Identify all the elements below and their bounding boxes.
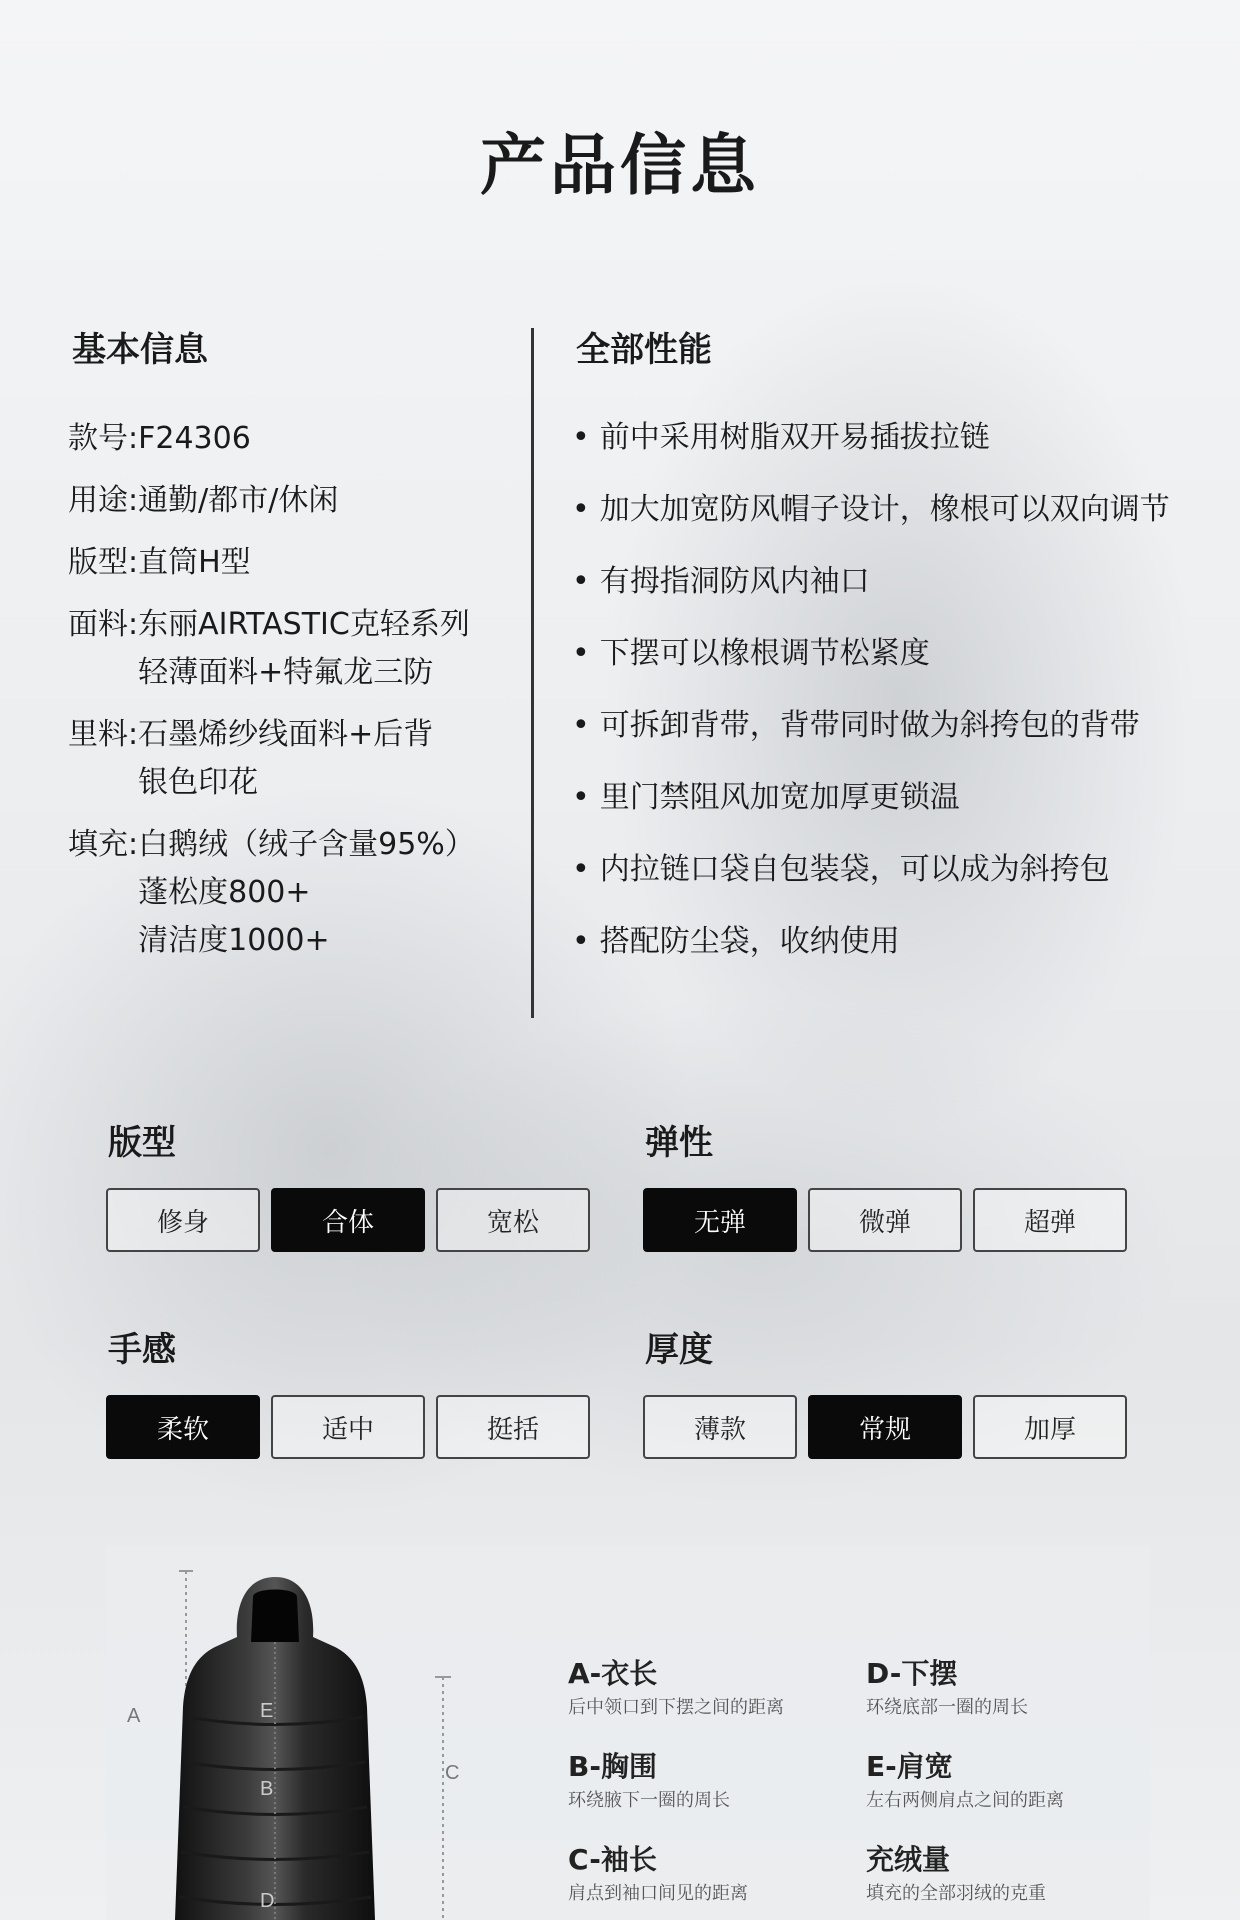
elasticity-option[interactable]: 微弹 (808, 1188, 962, 1252)
fit-option[interactable]: 宽松 (436, 1188, 590, 1252)
performance-item: • 有拇指洞防风内袖口 (572, 558, 1170, 630)
feel-option[interactable]: 挺括 (436, 1395, 590, 1459)
measure-name: A-衣长 (568, 1657, 658, 1690)
basic-row-filling (68, 821, 475, 965)
measure-desc: 环绕底部一圈的周长 (866, 1697, 1028, 1718)
elasticity-option[interactable]: 无弹 (643, 1188, 797, 1252)
basic-value: 白鹅绒（绒子含量95%） (138, 827, 475, 862)
performance-item: • 可拆卸背带，背带同时做为斜挎包的背带 (572, 702, 1170, 774)
basic-key: 版型: (68, 545, 139, 580)
measure-desc: 填充的全部羽绒的克重 (866, 1883, 1046, 1904)
diagram-letter-b: B (260, 1778, 274, 1800)
measure-name: E-肩宽 (866, 1750, 953, 1783)
basic-key: 填充: (68, 827, 139, 862)
thickness-option[interactable]: 常规 (808, 1395, 962, 1459)
basic-value: 轻薄面料+特氟龙三防 (138, 655, 434, 690)
basic-key: 用途: (68, 483, 139, 518)
performance-item: • 下摆可以橡根调节松紧度 (572, 630, 1170, 702)
basic-value: 银色印花 (138, 765, 259, 800)
basic-info-list (68, 415, 475, 979)
performance-item: • 里门禁阻风加宽加厚更锁温 (572, 774, 1170, 846)
fit-option[interactable]: 修身 (106, 1188, 260, 1252)
measure-desc: 肩点到袖口间见的距离 (568, 1883, 748, 1904)
feel-label: 手感 (108, 1330, 176, 1370)
basic-key: 款号: (68, 421, 139, 456)
basic-key: 面料: (68, 607, 139, 642)
basic-value: 东丽AIRTASTIC克轻系列 (138, 607, 470, 642)
diagram-letter-e: E (260, 1700, 274, 1722)
jacket-diagram (75, 1567, 460, 1920)
elasticity-options (643, 1188, 1127, 1252)
feel-option[interactable]: 适中 (271, 1395, 425, 1459)
measure-desc: 后中领口到下摆之间的距离 (568, 1697, 784, 1718)
diagram-letter-a: A (127, 1705, 141, 1727)
thickness-options (643, 1395, 1127, 1459)
performance-item: • 前中采用树脂双开易插拔拉链 (572, 414, 1170, 486)
measure-name: C-袖长 (568, 1843, 657, 1876)
basic-row-style (68, 415, 475, 463)
measure-name: D-下摆 (866, 1657, 958, 1690)
measure-name: 充绒量 (866, 1843, 951, 1876)
thickness-option[interactable]: 加厚 (973, 1395, 1127, 1459)
basic-value: 石墨烯纱线面料+后背 (138, 717, 434, 752)
fit-label: 版型 (108, 1123, 176, 1163)
fit-option[interactable]: 合体 (271, 1188, 425, 1252)
performance-heading: 全部性能 (576, 330, 712, 370)
basic-row-fit (68, 539, 475, 587)
diagram-letter-d: D (260, 1890, 275, 1912)
measure-desc: 环绕腋下一圈的周长 (568, 1790, 730, 1811)
basic-row-lining (68, 711, 475, 807)
diagram-letter-c: C (445, 1762, 460, 1784)
performance-item: • 搭配防尘袋，收纳使用 (572, 918, 1170, 990)
page-title: 产品信息 (480, 127, 760, 204)
performance-item: • 内拉链口袋自包装袋，可以成为斜挎包 (572, 846, 1170, 918)
basic-value: 直筒H型 (138, 545, 251, 580)
basic-value: F24306 (138, 421, 251, 456)
elasticity-label: 弹性 (645, 1123, 713, 1163)
elasticity-option[interactable]: 超弹 (973, 1188, 1127, 1252)
basic-info-heading: 基本信息 (72, 330, 208, 370)
thickness-option[interactable]: 薄款 (643, 1395, 797, 1459)
performance-list (572, 414, 1170, 990)
thickness-label: 厚度 (645, 1330, 713, 1370)
basic-value: 通勤/都市/休闲 (138, 483, 339, 518)
basic-value: 清洁度1000+ (138, 923, 330, 958)
fit-options (106, 1188, 590, 1252)
basic-row-fabric (68, 601, 475, 697)
basic-value: 蓬松度800+ (138, 875, 311, 910)
measure-desc: 左右两侧肩点之间的距离 (866, 1790, 1064, 1811)
feel-option[interactable]: 柔软 (106, 1395, 260, 1459)
column-divider (531, 328, 534, 1018)
basic-key: 里料: (68, 717, 139, 752)
feel-options (106, 1395, 590, 1459)
measure-name: B-胸围 (568, 1750, 657, 1783)
performance-item: • 加大加宽防风帽子设计，橡根可以双向调节 (572, 486, 1170, 558)
basic-row-usage (68, 477, 475, 525)
